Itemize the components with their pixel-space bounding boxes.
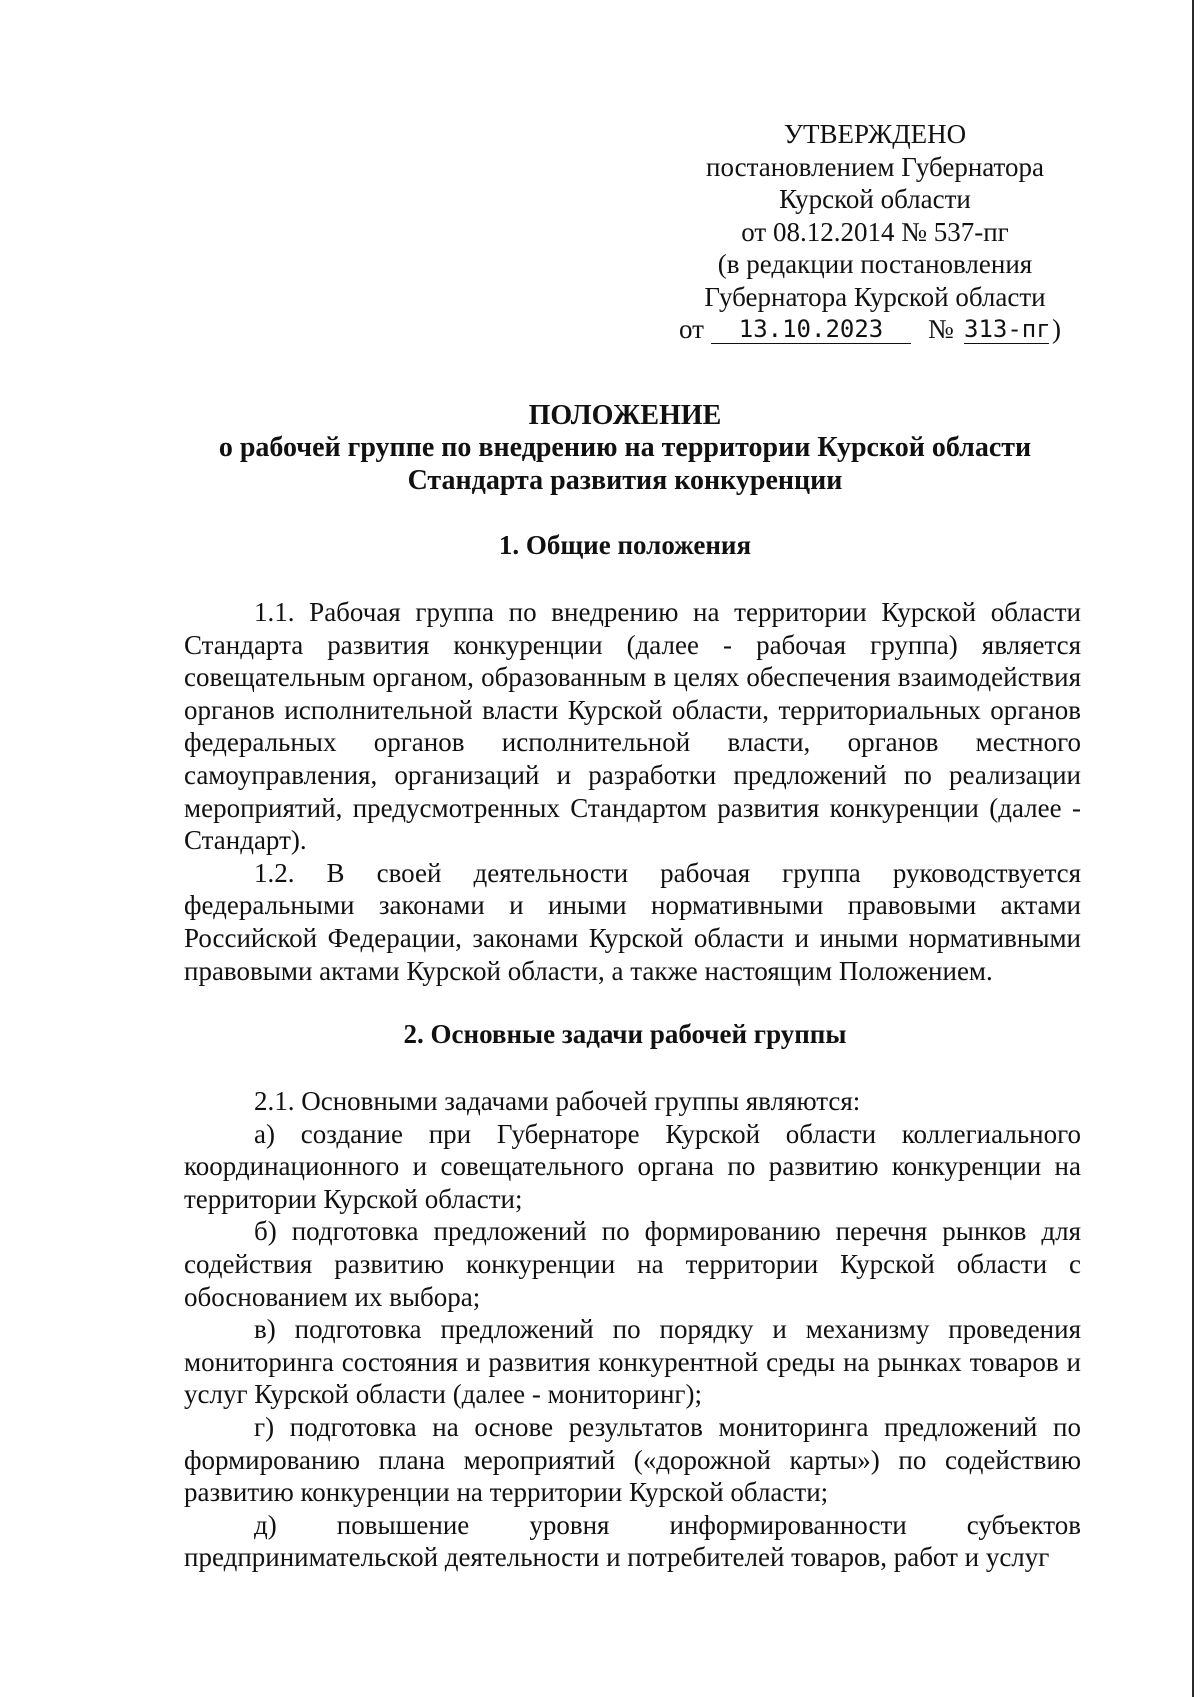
approval-line-6: Губернатора Курской области	[704, 281, 1046, 312]
approval-line-1: УТВЕРЖДЕНО	[783, 119, 967, 149]
approval-line-3: Курской области	[779, 184, 971, 214]
approval-line-5: (в редакции постановления	[717, 249, 1033, 279]
document-subtitle-line-2: Стандарта развития конкуренции	[407, 465, 843, 496]
paragraph-2-v: в) подготовка предложений по порядку и механизму проведения мониторинга состояния и развития конкурентной среды на рынках товаров и услуг Курской области (далее - мониторинг);	[184, 1314, 1081, 1410]
paragraph-1-2: 1.2. В своей деятельности рабочая группа руководствуется федеральными законами и иными нормативными правовыми актами Российской Федерации, законами Курской области и иными нормативными правовыми актами Курской области, а также настоящим Положением.	[184, 857, 1081, 986]
paragraph-2-d: д) повышение уровня информированности субъектов предпринимательской деятельности и потребителей товаров, работ и услуг	[184, 1509, 1081, 1573]
section-1-heading: 1. Общие положения	[498, 530, 752, 560]
paragraph-1-1: 1.1. Рабочая группа по внедрению на территории Курской области Стандарта развития конкуренции (далее - рабочая группа) является совещательным органом, образованным в целях обеспечения взаимодействия органов исполнительной власти Курской области, территориальных органов федеральных органов исполнительной власти, органов местного самоуправления, организаций и разработки предложений по реализации мероприятий, предусмотренных Стандартом развития конкуренции (далее - Стандарт).	[184, 597, 1081, 856]
paragraph-2-g: г) подготовка на основе результатов мониторинга предложений по формированию плана мероприятий («дорожной карты») по содействию развитию конкуренции на территории Курской области;	[184, 1411, 1081, 1508]
approval-line-2: постановлением Губернатора	[706, 151, 1044, 182]
amendment-date: 13.10.2023	[711, 313, 911, 344]
closing-paren: )	[1052, 314, 1061, 344]
paragraph-2-b: б) подготовка предложений по формированию перечня рынков для содействия развитию конкуренции на территории Курской области с обоснованием их выбора;	[184, 1216, 1081, 1312]
amendment-number: 313-пг	[964, 315, 1051, 343]
amendment-date-line	[660, 313, 1090, 347]
paragraph-2-1: 2.1. Основными задачами рабочей группы являются:	[254, 1086, 861, 1116]
scan-edge	[1192, 0, 1194, 1697]
section-2-body	[184, 1085, 1081, 1574]
approval-line-4: от 08.12.2014 № 537-пг	[741, 216, 1009, 247]
document-title: ПОЛОЖЕНИЕ	[528, 400, 722, 431]
approval-block	[660, 118, 1090, 347]
paragraph-2-a: а) создание при Губернаторе Курской области коллегиального координационного и совещательного органа по развитию конкуренции на территории Курской области;	[184, 1118, 1081, 1214]
section-1-body	[184, 596, 1081, 987]
from-label: от	[679, 314, 704, 344]
number-label: №	[928, 314, 954, 344]
document-subtitle-line-1: о рабочей группе по внедрению на территории Курской области	[218, 432, 1032, 463]
section-2-heading: 2. Основные задачи рабочей группы	[403, 1019, 847, 1049]
